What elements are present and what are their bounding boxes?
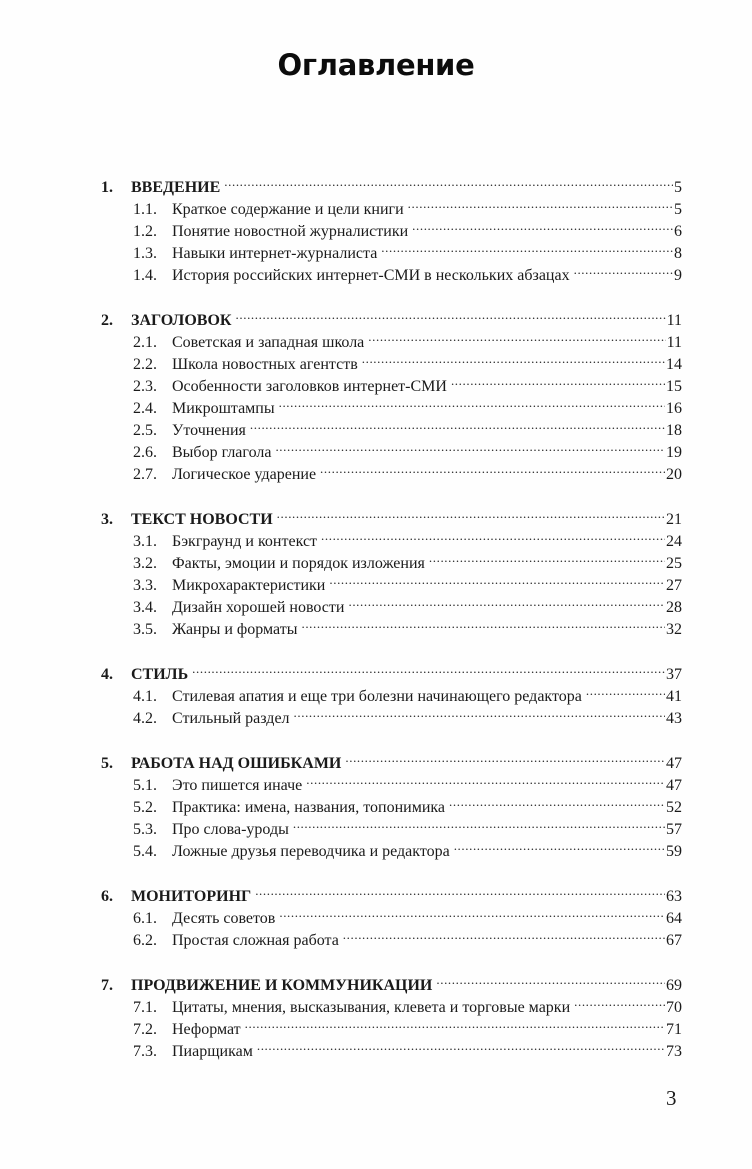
- section-title: Десять советов: [172, 910, 276, 927]
- dot-leader: [279, 391, 665, 413]
- chapter-title: ВВЕДЕНИЕ: [131, 179, 221, 196]
- dot-leader: [348, 590, 665, 612]
- page-number: 47: [666, 777, 682, 794]
- toc-chapter-7: [101, 968, 682, 1060]
- section-title: Микрохарактеристики: [172, 577, 326, 594]
- page-number: 57: [666, 821, 682, 838]
- dot-leader: [224, 170, 673, 192]
- section-number: 1.3.: [133, 245, 157, 262]
- section-title: Практика: имена, названия, топонимика: [172, 799, 446, 816]
- section-number: 2.4.: [133, 400, 157, 417]
- section-title: Понятие новостной журналистики: [172, 223, 409, 240]
- chapter-title: ТЕКСТ НОВОСТИ: [131, 511, 273, 528]
- dot-leader: [574, 258, 673, 280]
- page-number: 37: [666, 666, 682, 683]
- chapter-title: СТИЛЬ: [131, 666, 189, 683]
- page-number: 24: [666, 533, 682, 550]
- dot-leader: [306, 768, 665, 790]
- page-number: 52: [666, 799, 682, 816]
- section-number: 7.3.: [133, 1043, 157, 1060]
- section-number: 2.5.: [133, 422, 157, 439]
- page-number: 73: [666, 1043, 682, 1060]
- section-number: 3.5.: [133, 621, 157, 638]
- dot-leader: [345, 746, 665, 768]
- dot-leader: [329, 568, 665, 590]
- dot-leader: [293, 812, 665, 834]
- dot-leader: [451, 369, 665, 391]
- page-number: 16: [666, 400, 682, 417]
- toc-chapter-2: [101, 303, 682, 483]
- section-number: 2.2.: [133, 356, 157, 373]
- page-number: 59: [666, 843, 682, 860]
- page-number: 25: [666, 555, 682, 572]
- chapter-number: 3.: [101, 511, 113, 528]
- section-number: 4.1.: [133, 688, 157, 705]
- dot-leader: [275, 435, 665, 457]
- dot-leader: [255, 879, 665, 901]
- dot-leader: [408, 192, 673, 214]
- section-title: Жанры и форматы: [172, 621, 298, 638]
- page-number: 71: [666, 1021, 682, 1038]
- section-number: 6.2.: [133, 932, 157, 949]
- section-number: 4.2.: [133, 710, 157, 727]
- chapter-number: 2.: [101, 312, 113, 329]
- section-number: 2.1.: [133, 334, 157, 351]
- page-number: 28: [666, 599, 682, 616]
- page-number: 6: [674, 223, 682, 240]
- section-title: Факты, эмоции и порядок изложения: [172, 555, 425, 572]
- section-title: Особенности заголовков интернет-СМИ: [172, 378, 447, 395]
- dot-leader: [321, 524, 665, 546]
- toc-chapter-6: [101, 879, 682, 949]
- section-title: Уточнения: [172, 422, 246, 439]
- toc-chapter-entry[interactable]: [101, 502, 682, 528]
- dot-leader: [279, 901, 665, 923]
- page-number: 47: [666, 755, 682, 772]
- page-number: 70: [666, 999, 682, 1016]
- dot-leader: [250, 413, 665, 435]
- section-title: Стилевая апатия и еще три болезни начинающего редактора: [172, 688, 582, 705]
- page-number: 63: [666, 888, 682, 905]
- dot-leader: [586, 679, 665, 701]
- section-title: Краткое содержание и цели книги: [172, 201, 404, 218]
- chapter-title: РАБОТА НАД ОШИБКАМИ: [131, 755, 342, 772]
- dot-leader: [429, 546, 665, 568]
- section-number: 5.1.: [133, 777, 157, 794]
- section-number: 2.6.: [133, 444, 157, 461]
- dot-leader: [343, 923, 665, 945]
- section-title: Логическое ударение: [172, 466, 317, 483]
- section-title: Про слова-уроды: [172, 821, 289, 838]
- section-number: 2.7.: [133, 466, 157, 483]
- page-number: 11: [666, 334, 682, 351]
- page-number: 20: [666, 466, 682, 483]
- page-number: 64: [666, 910, 682, 927]
- section-number: 7.2.: [133, 1021, 157, 1038]
- dot-leader: [192, 657, 665, 679]
- section-title: Пиарщикам: [172, 1043, 253, 1060]
- section-number: 3.2.: [133, 555, 157, 572]
- section-title: Микроштампы: [172, 400, 275, 417]
- dot-leader: [454, 834, 665, 856]
- page-number: 8: [674, 245, 682, 262]
- chapter-title: ЗАГОЛОВОК: [131, 312, 232, 329]
- chapter-number: 7.: [101, 977, 113, 994]
- dot-leader: [236, 303, 666, 325]
- page-title: Оглавление: [277, 48, 475, 82]
- section-number: 7.1.: [133, 999, 157, 1016]
- section-title: Дизайн хорошей новости: [172, 599, 345, 616]
- toc-chapter-entry[interactable]: [101, 303, 682, 329]
- section-number: 6.1.: [133, 910, 157, 927]
- dot-leader: [301, 612, 665, 634]
- dot-leader: [574, 990, 665, 1012]
- page-number: 21: [666, 511, 682, 528]
- dot-leader: [381, 236, 673, 258]
- section-title: История российских интернет-СМИ в нескольких абзацах: [172, 267, 570, 284]
- section-title: Выбор глагола: [172, 444, 272, 461]
- chapter-number: 4.: [101, 666, 113, 683]
- section-number: 2.3.: [133, 378, 157, 395]
- section-title: Школа новостных агентств: [172, 356, 358, 373]
- section-title: Советская и западная школа: [172, 334, 365, 351]
- toc-chapter-4: [101, 657, 682, 727]
- page-number: 27: [666, 577, 682, 594]
- section-number: 1.2.: [133, 223, 157, 240]
- page-number: 41: [666, 688, 682, 705]
- section-title: Это пишется иначе: [172, 777, 303, 794]
- toc-chapter-entry[interactable]: [101, 170, 682, 196]
- toc-chapter-1: [101, 170, 682, 284]
- section-number: 3.3.: [133, 577, 157, 594]
- dot-leader: [294, 701, 665, 723]
- section-number: 1.4.: [133, 267, 157, 284]
- section-title: Неформат: [172, 1021, 241, 1038]
- toc-chapter-entry[interactable]: [101, 657, 682, 683]
- toc-chapter-entry[interactable]: [101, 968, 682, 994]
- section-number: 5.3.: [133, 821, 157, 838]
- dot-leader: [362, 347, 665, 369]
- section-number: 1.1.: [133, 201, 157, 218]
- toc-chapter-entry[interactable]: [101, 879, 682, 905]
- section-number: 3.4.: [133, 599, 157, 616]
- chapter-number: 5.: [101, 755, 113, 772]
- dot-leader: [277, 502, 665, 524]
- page-number: 9: [674, 267, 682, 284]
- section-title: Ложные друзья переводчика и редактора: [172, 843, 450, 860]
- dot-leader: [436, 968, 665, 990]
- section-title: Стильный раздел: [172, 710, 290, 727]
- page-number: 18: [666, 422, 682, 439]
- page-number: 67: [666, 932, 682, 949]
- table-of-contents: [101, 170, 682, 1079]
- chapter-title: ПРОДВИЖЕНИЕ И КОММУНИКАЦИИ: [131, 977, 433, 994]
- dot-leader: [257, 1034, 665, 1056]
- page-number: 14: [666, 356, 682, 373]
- page-number: 5: [674, 201, 682, 218]
- section-title: Простая сложная работа: [172, 932, 339, 949]
- page-number: 5: [674, 179, 682, 196]
- dot-leader: [245, 1012, 665, 1034]
- dot-leader: [449, 790, 665, 812]
- toc-chapter-3: [101, 502, 682, 638]
- toc-chapter-entry[interactable]: [101, 746, 682, 772]
- page-number: 32: [666, 621, 682, 638]
- section-title: Навыки интернет-журналиста: [172, 245, 378, 262]
- page-number: 19: [666, 444, 682, 461]
- toc-chapter-5: [101, 746, 682, 860]
- chapter-number: 1.: [101, 179, 113, 196]
- page-folio-number: 3: [666, 1086, 677, 1110]
- page-number: 69: [666, 977, 682, 994]
- page-number: 43: [666, 710, 682, 727]
- dot-leader: [368, 325, 665, 347]
- section-title: Цитаты, мнения, высказывания, клевета и торговые марки: [172, 999, 571, 1016]
- dot-leader: [320, 457, 665, 479]
- page-number: 11: [666, 312, 682, 329]
- chapter-title: МОНИТОРИНГ: [131, 888, 252, 905]
- chapter-number: 6.: [101, 888, 113, 905]
- section-number: 5.4.: [133, 843, 157, 860]
- page-number: 15: [666, 378, 682, 395]
- dot-leader: [412, 214, 673, 236]
- section-title: Бэкграунд и контекст: [172, 533, 318, 550]
- section-number: 5.2.: [133, 799, 157, 816]
- section-number: 3.1.: [133, 533, 157, 550]
